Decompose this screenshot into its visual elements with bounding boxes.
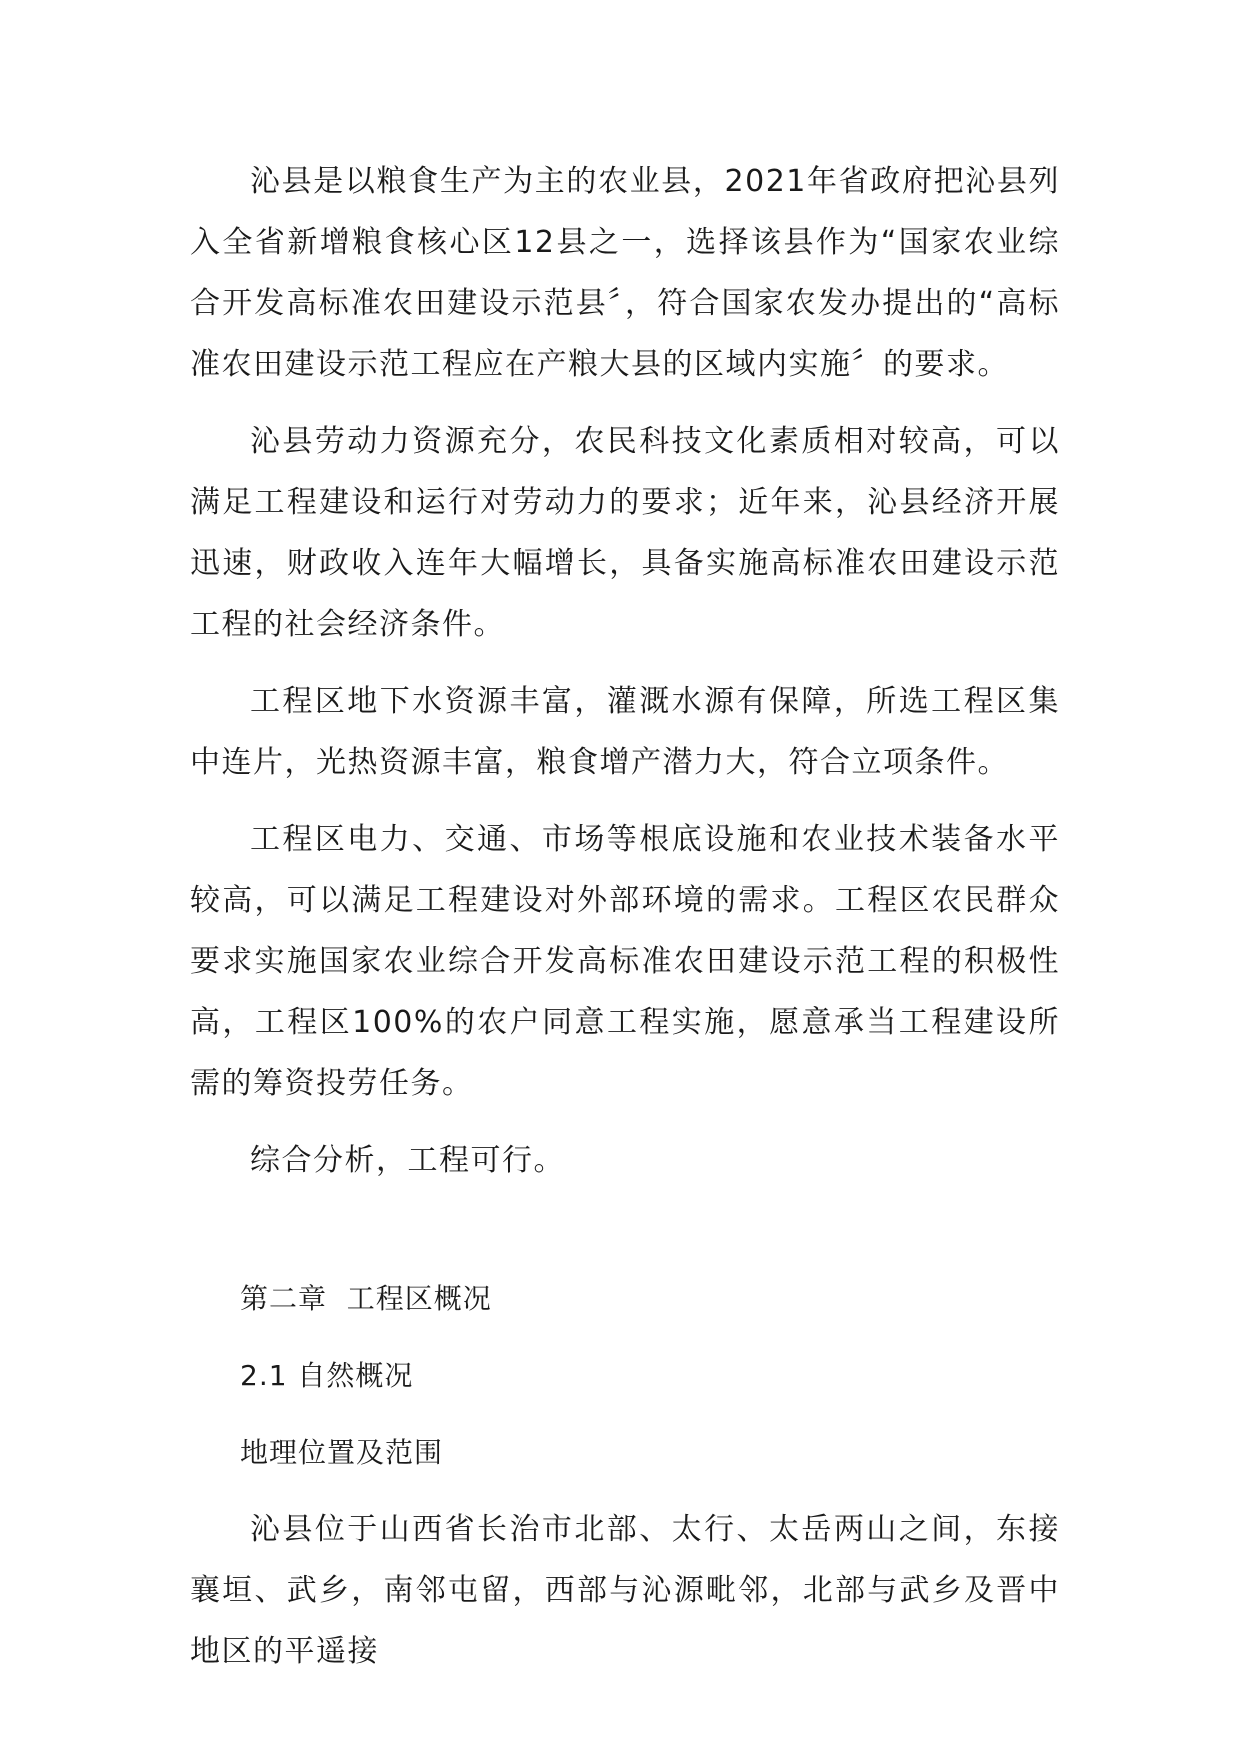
paragraph-water-resources: 工程区地下水资源丰富，灌溉水源有保障，所选工程区集中连片，光热资源丰富，粮食增产潜力大，符合立项条件。: [190, 684, 1060, 780]
chapter-title: 第二章 工程区概况: [240, 1282, 492, 1315]
paragraph-infrastructure: 工程区电力、交通、市场等根底设施和农业技术装备水平较高，可以满足工程建设对外部环境的需求。工程区农民群众要求实施国家农业综合开发高标准农田建设示范工程的积极性高，工程区100%的农户同意工程实施，愿意承当工程建设所需的筹资投劳任务。: [190, 822, 1060, 1101]
section-title: 2.1 自然概况: [240, 1359, 414, 1392]
subsection-title: 地理位置及范围: [240, 1436, 444, 1469]
document-body: [190, 151, 1060, 1698]
paragraph-program-rationale: 沁县是以粮食生产为主的农业县，2021年省政府把沁县列入全省新增粮食核心区12县之一，选择该县作为“国家农业综合开发高标准农田建设示范县〞，符合国家农发办提出的“高标准农田建设示范工程应在产粮大县的区域内实施〞的要求。: [190, 164, 1060, 382]
section-spacer: [190, 1207, 1060, 1268]
paragraph-labor-resources: 沁县劳动力资源充分，农民科技文化素质相对较高，可以满足工程建设和运行对劳动力的要求；近年来，沁县经济开展迅速，财政收入连年大幅增长，具备实施高标准农田建设示范工程的社会经济条件。: [190, 424, 1060, 642]
paragraph-conclusion: 综合分析，工程可行。: [250, 1143, 565, 1178]
paragraph-geography: 沁县位于山西省长治市北部、太行、太岳两山之间，东接襄垣、武乡，南邻屯留，西部与沁源毗邻，北部与武乡及晋中地区的平遥接: [190, 1512, 1060, 1669]
